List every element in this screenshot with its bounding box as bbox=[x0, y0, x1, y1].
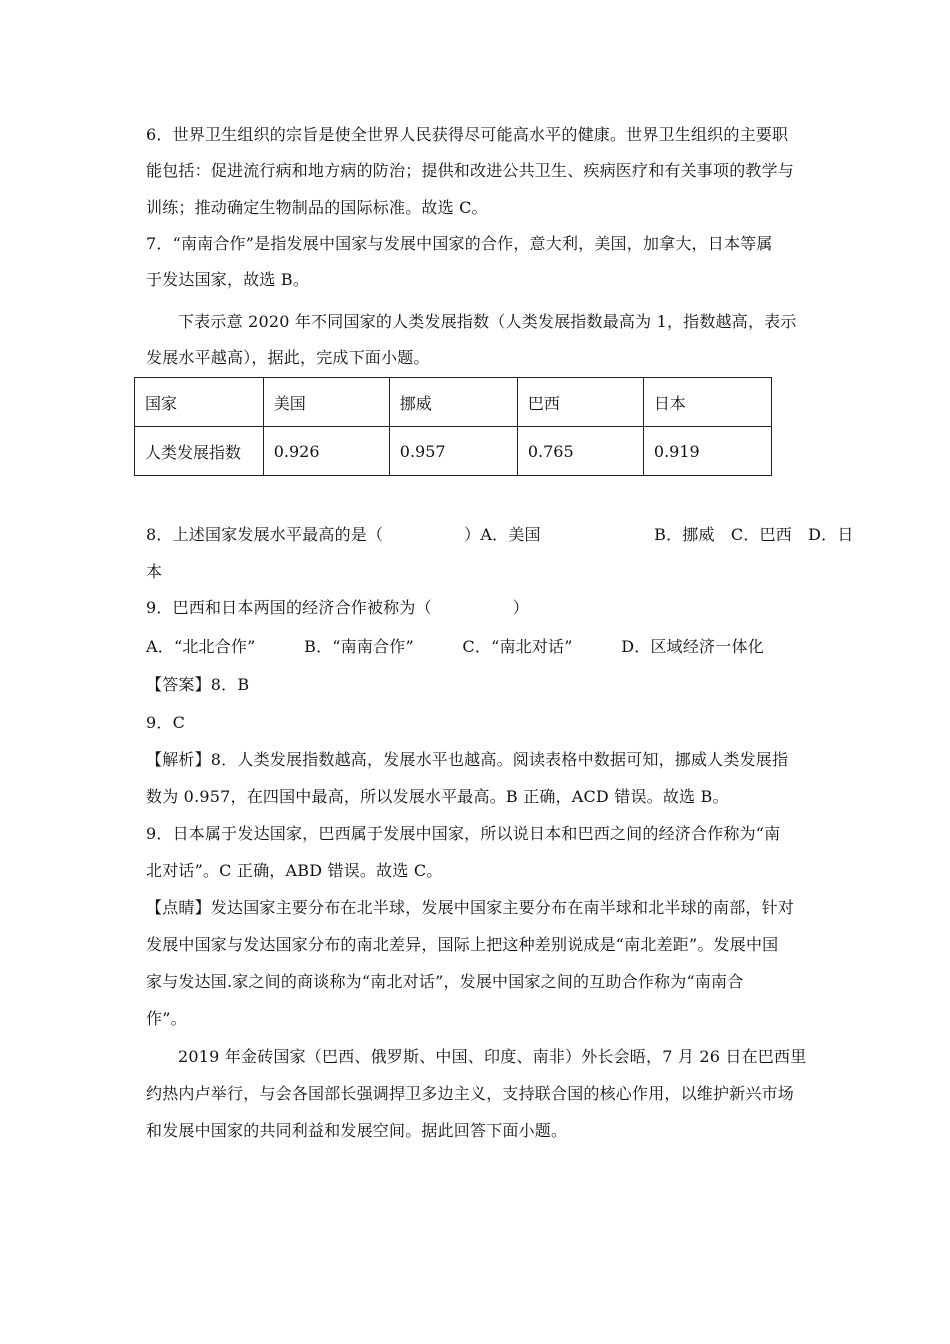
q8-question-line-1: 8．上述国家发展水平最高的是（ ）A．美国 B．挪威 C．巴西 D．日 bbox=[146, 525, 854, 544]
comment-line-1: 【点睛】发达国家主要分布在北半球，发展中国家主要分布在南半球和北半球的南部，针对 bbox=[146, 898, 795, 917]
intro-paragraph-line-1: 下表示意 2020 年不同国家的人类发展指数（人类发展指数最高为 1，指数越高，表示 bbox=[178, 312, 797, 331]
analysis-line-3: 9．日本属于发达国家，巴西属于发展中国家，所以说日本和巴西之间的经济合作称为“南 bbox=[146, 824, 781, 843]
table-cell: 日本 bbox=[643, 378, 771, 427]
table-header-row bbox=[135, 378, 772, 427]
table-cell: 0.919 bbox=[643, 427, 771, 476]
q6-explanation-line-1: 6．世界卫生组织的宗旨是使全世界人民获得尽可能高水平的健康。世界卫生组织的主要职 bbox=[146, 125, 789, 144]
brics-paragraph-line-2: 约热内卢举行，与会各国部长强调捍卫多边主义，支持联合国的核心作用，以维护新兴市场 bbox=[146, 1084, 795, 1103]
q9-question: 9．巴西和日本两国的经济合作被称为（ ） bbox=[146, 598, 529, 617]
comment-line-2: 发展中国家与发达国家分布的南北差异，国际上把这种差别说成是“南北差距”。发展中国 bbox=[146, 935, 779, 954]
table-row bbox=[135, 427, 772, 476]
comment-line-3: 家与发达国.家之间的商谈称为“南北对话”，发展中国家之间的互助合作称为“南南合 bbox=[146, 972, 744, 991]
table-cell: 巴西 bbox=[517, 378, 643, 427]
q7-explanation-line-1: 7．“南南合作”是指发展中国家与发展中国家的合作，意大利，美国，加拿大，日本等属 bbox=[146, 234, 773, 253]
q7-explanation-line-2: 于发达国家，故选 B。 bbox=[146, 270, 310, 289]
brics-paragraph-line-3: 和发展中国家的共同利益和发展空间。据此回答下面小题。 bbox=[146, 1121, 568, 1140]
q6-explanation-line-2: 能包括：促进流行病和地方病的防治；提供和改进公共卫生、疾病医疗和有关事项的教学与 bbox=[146, 161, 795, 180]
table-cell: 0.765 bbox=[517, 427, 643, 476]
answer-9: 9．C bbox=[146, 713, 186, 732]
q9-options: A．“北北合作” B．“南南合作” C．“南北对话” D．区域经济一体化 bbox=[146, 637, 764, 656]
analysis-line-1: 【解析】8．人类发展指数越高，发展水平也越高。阅读表格中数据可知，挪威人类发展指 bbox=[146, 750, 789, 769]
intro-paragraph-line-2: 发展水平越高），据此，完成下面小题。 bbox=[146, 348, 430, 367]
comment-line-4: 作”。 bbox=[146, 1009, 187, 1028]
q6-explanation-line-3: 训练；推动确定生物制品的国际标准。故选 C。 bbox=[146, 198, 488, 217]
table-cell: 0.926 bbox=[263, 427, 389, 476]
answer-8: 【答案】8．B bbox=[146, 675, 250, 694]
table-cell: 挪威 bbox=[389, 378, 517, 427]
table-cell: 美国 bbox=[263, 378, 389, 427]
analysis-line-2: 数为 0.957，在四国中最高，所以发展水平最高。B 正确，ACD 错误。故选 B。 bbox=[146, 787, 729, 806]
table-cell: 人类发展指数 bbox=[135, 427, 264, 476]
analysis-line-4: 北对话”。C 正确，ABD 错误。故选 C。 bbox=[146, 861, 443, 880]
table-cell: 国家 bbox=[135, 378, 264, 427]
table-cell: 0.957 bbox=[389, 427, 517, 476]
hdi-table bbox=[134, 377, 772, 476]
brics-paragraph-line-1: 2019 年金砖国家（巴西、俄罗斯、中国、印度、南非）外长会晤，7 月 26 日在巴西里 bbox=[178, 1047, 807, 1066]
q8-question-line-2: 本 bbox=[146, 562, 163, 581]
